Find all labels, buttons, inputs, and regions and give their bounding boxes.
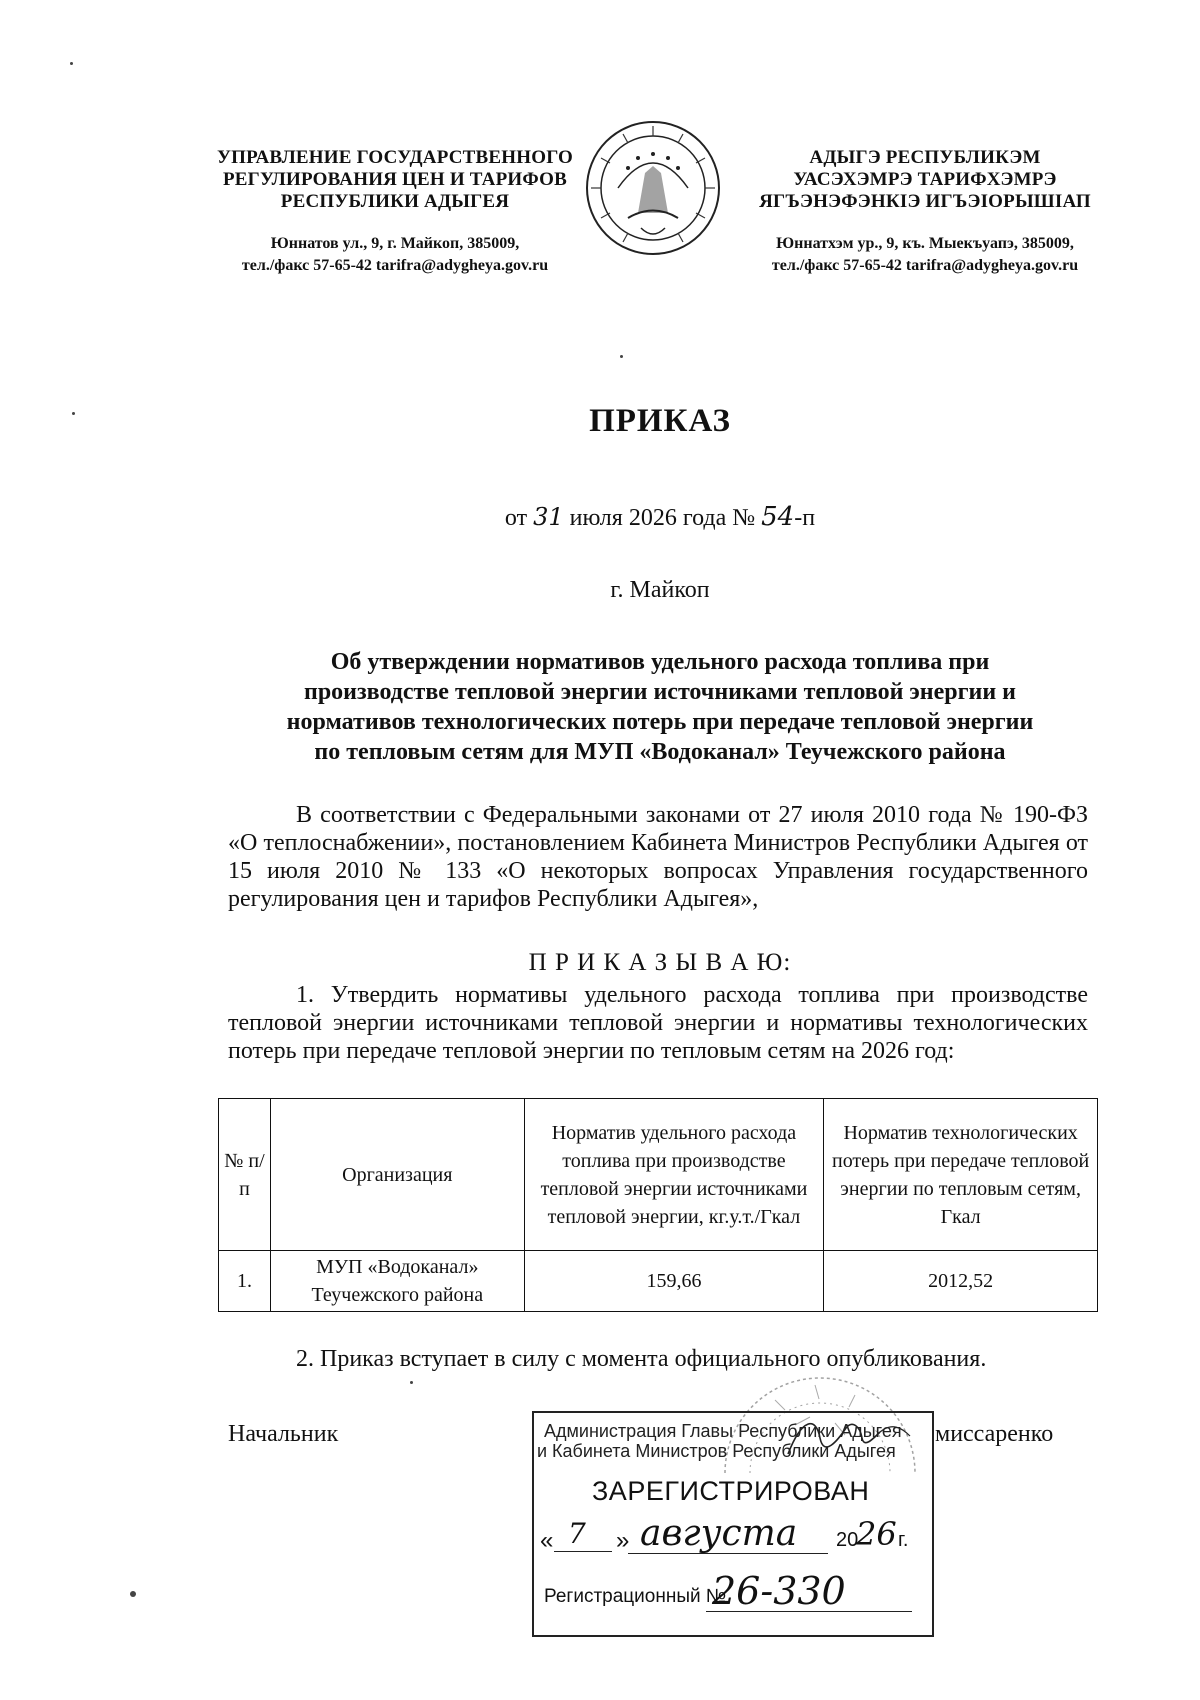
stamp-date-month: августа — [640, 1513, 798, 1554]
subject-line2: производстве тепловой энергии источниками тепловой энергии и — [304, 679, 1016, 705]
order-suffix: -п — [794, 505, 816, 531]
order-day-handwritten: 31 — [533, 503, 564, 531]
scan-speck — [130, 1591, 136, 1597]
header-right-address-block — [725, 233, 1125, 277]
signature-name: миссаренко — [935, 1421, 1054, 1447]
header-right-block — [740, 147, 1110, 213]
stamp-reg-underline — [706, 1611, 912, 1612]
header-right-address: Юннатхэм ур., 9, къ. Мыекъуапэ, 385009, — [776, 235, 1074, 252]
stamp-date-suffix: г. — [898, 1529, 909, 1551]
order-middle: июля 2026 года № — [569, 505, 756, 531]
cell-fuel-norm: 159,66 — [524, 1251, 824, 1312]
header-right-line1: АДЫГЭ РЕСПУБЛИКЭМ — [809, 147, 1041, 168]
header-organization: Организация — [270, 1099, 524, 1251]
order-prefix: от — [504, 505, 528, 531]
table-header-row — [219, 1099, 1098, 1251]
stamp-line1: Администрация Главы Республики Адыгея — [544, 1421, 902, 1441]
stamp-date-year: 26 — [856, 1515, 897, 1553]
header-right-line2: УАСЭХЭМРЭ ТАРИФХЭМРЭ — [793, 169, 1057, 190]
subject-block — [220, 647, 1100, 767]
stamp-date-month-underline — [628, 1553, 828, 1554]
cell-loss-norm: 2012,52 — [824, 1251, 1098, 1312]
scan-speck — [410, 1381, 413, 1384]
order-number-handwritten: 54 — [761, 502, 795, 532]
header-left-line3: РЕСПУБЛИКИ АДЫГЕЯ — [280, 191, 510, 212]
stamp-line2: и Кабинета Министров Республики Адыгея — [537, 1441, 896, 1461]
subject-line1: Об утверждении нормативов удельного расхода топлива при — [330, 649, 990, 675]
stamp-date-line — [540, 1513, 930, 1557]
scan-speck — [70, 62, 73, 65]
header-left-block — [210, 147, 580, 213]
stamp-date-year-prefix: 20 — [836, 1529, 859, 1551]
signature-position: Начальник — [228, 1421, 339, 1447]
preamble-paragraph: В соответствии с Федеральными законами от 27 июля 2010 года № 190-ФЗ «О теплоснабжении», постановлением Кабинета Министров Республики Адыгея от 15 июля 2010 № 133 «О некоторых вопросах Управления государственного регулирования цен и тарифов Республики Адыгея», — [228, 802, 1088, 912]
stamp-reg-number: 26-330 — [712, 1569, 846, 1613]
cell-num: 1. — [219, 1251, 271, 1312]
header-left-address: Юннатов ул., 9, г. Майкоп, 385009, — [270, 235, 520, 252]
header-num: № п/п — [219, 1099, 271, 1251]
header-fuel-norm: Норматив удельного расхода топлива при производстве тепловой энергии источниками тепловой энергии, кг.у.т./Гкал — [524, 1099, 824, 1251]
header-loss-norm: Норматив технологических потерь при передаче тепловой энергии по тепловым сетям, Гкал — [824, 1099, 1098, 1251]
header-left-address-block — [200, 233, 590, 277]
header-left-contacts: тел./факс 57-65-42 tarifra@adygheya.gov.ru — [241, 257, 549, 274]
subject-line3: нормативов технологических потерь при передаче тепловой энергии — [286, 709, 1034, 735]
stamp-date-day: 7 — [568, 1517, 586, 1550]
header-right-line3: ЯГЪЭНЭФЭНКІЭ ИГЪЭІОРЫШІАП — [759, 191, 1091, 212]
item2-paragraph: 2. Приказ вступает в силу с момента официального опубликования. — [296, 1346, 987, 1372]
signature-scribble-icon — [780, 1396, 980, 1476]
scan-speck — [620, 355, 623, 358]
item1-paragraph: 1. Утвердить нормативы удельного расхода топлива при производстве тепловой энергии источниками тепловой энергии и нормативы технологических потерь при передаче тепловой энергии по тепловым сетям на 2026 год: — [228, 982, 1088, 1064]
page-title: ПРИКАЗ — [589, 403, 731, 439]
coat-of-arms-emblem-icon — [583, 118, 723, 258]
header-left-line2: РЕГУЛИРОВАНИЯ ЦЕН И ТАРИФОВ — [223, 169, 567, 190]
stamp-date-open: « — [540, 1527, 554, 1554]
stamp-date-close: » — [616, 1527, 630, 1554]
order-word: П Р И К А З Ы В А Ю: — [528, 949, 792, 976]
stamp-date-day-underline — [554, 1551, 612, 1552]
cell-organization: МУП «Водоканал» Теучежского района — [270, 1251, 524, 1312]
scan-speck — [72, 412, 75, 415]
stamp-status: ЗАРЕГИСТРИРОВАН — [592, 1476, 870, 1506]
header-right-contacts: тел./факс 57-65-42 tarifra@adygheya.gov.ru — [771, 257, 1079, 274]
order-line — [0, 502, 1200, 532]
norms-table — [218, 1098, 1098, 1312]
table-row — [219, 1251, 1098, 1312]
city-label: г. Майкоп — [610, 577, 710, 603]
header-left-line1: УПРАВЛЕНИЕ ГОСУДАРСТВЕННОГО — [217, 147, 573, 168]
stamp-reg-label: Регистрационный № — [544, 1586, 727, 1607]
subject-line4: по тепловым сетям для МУП «Водоканал» Теучежского района — [314, 739, 1006, 765]
